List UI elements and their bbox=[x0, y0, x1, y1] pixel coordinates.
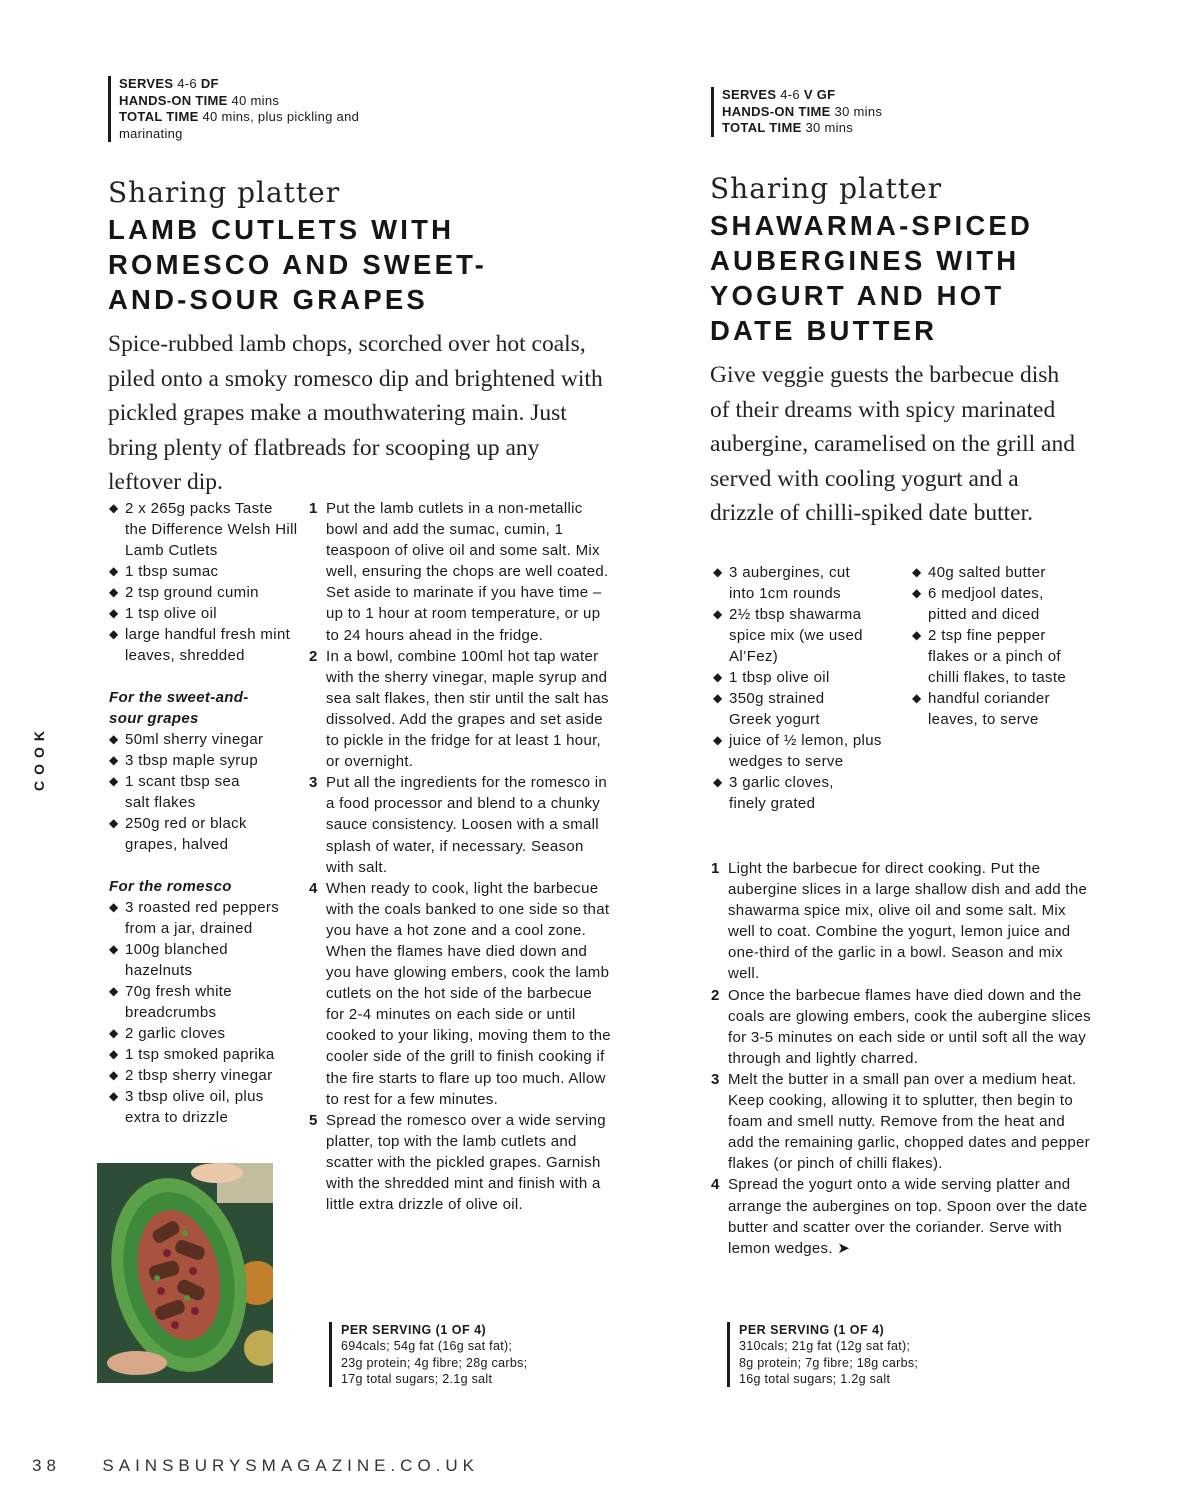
romesco-ingredients-list bbox=[109, 897, 299, 1128]
ingredient-item: ◆ 6 medjool dates, pitted and diced bbox=[912, 583, 1078, 625]
step-text: Put all the ingredients for the romesco in a food processor and blend to a chunky sauce consistency. Loosen with a small splash of water, if necessary. Season with salt. bbox=[326, 774, 608, 876]
title-line: DATE BUTTER bbox=[710, 315, 938, 346]
method-step bbox=[309, 498, 614, 646]
step-text: Once the barbecue flames have died down and the coals are glowing embers, cook the aubergine slices for 3-5 minutes on each side or until soft all the way through and lightly charred. bbox=[728, 986, 1091, 1067]
total-time-label: TOTAL TIME bbox=[722, 120, 802, 135]
ingredient-item: ◆ 100g blanched hazelnuts bbox=[109, 939, 255, 981]
ingredient-item: ◆ large handful fresh mint leaves, shredded bbox=[109, 624, 299, 666]
step-number: 3 bbox=[711, 1070, 720, 1088]
diet-tag: DF bbox=[200, 76, 219, 91]
total-time-label: TOTAL TIME bbox=[119, 109, 199, 124]
hands-on-label: HANDS-ON TIME bbox=[722, 103, 831, 119]
title-line: ROMESCO AND SWEET- bbox=[108, 249, 487, 280]
ingredient-item: ◆ 3 garlic cloves, finely grated bbox=[713, 772, 869, 814]
ingredient-item: ◆ 70g fresh white breadcrumbs bbox=[109, 981, 255, 1023]
method-step bbox=[309, 878, 614, 1110]
title-line: AUBERGINES WITH bbox=[710, 245, 1020, 276]
recipe1-per-serving bbox=[329, 1322, 581, 1387]
ingredient-item: ◆ 2 garlic cloves bbox=[109, 1023, 299, 1044]
recipe2-method bbox=[711, 858, 1091, 1259]
recipe1-kicker: Sharing platter bbox=[108, 176, 341, 209]
page-footer bbox=[32, 1456, 479, 1476]
platter-illustration bbox=[97, 1163, 273, 1383]
recipe2-ingredients-col2 bbox=[912, 562, 1072, 730]
ingredient-item: ◆ 1 tsp olive oil bbox=[109, 603, 299, 624]
recipe1-meta bbox=[108, 76, 379, 142]
ingredient-item: ◆ 1 scant tbsp sea salt flakes bbox=[109, 771, 265, 813]
serves-label: SERVES bbox=[119, 76, 174, 91]
hands-on-value: 40 mins bbox=[231, 92, 280, 108]
recipe1-title bbox=[108, 212, 628, 317]
diet-tag: V GF bbox=[803, 87, 836, 102]
ingredients-list bbox=[109, 498, 299, 666]
ingredient-item: ◆ 3 tbsp olive oil, plus extra to drizzle bbox=[109, 1086, 285, 1128]
romesco-heading: For the romesco bbox=[109, 878, 232, 895]
title-line: YOGURT AND HOT bbox=[710, 280, 1005, 311]
title-line: LAMB CUTLETS WITH bbox=[108, 214, 455, 245]
page-number: 38 bbox=[32, 1456, 61, 1475]
recipe1-intro: Spice-rubbed lamb chops, scorched over hot coals, piled onto a smoky romesco dip and brightened with pickled grapes make a mouthwatering main. Just bring plenty of flatbreads for scooping up any leftover dip. bbox=[108, 331, 603, 496]
step-number: 1 bbox=[711, 860, 720, 877]
hands-on-value: 30 mins bbox=[834, 103, 883, 119]
ingredient-item: ◆ 1 tbsp olive oil bbox=[713, 667, 893, 688]
recipe1-ingredients bbox=[109, 498, 299, 1128]
method-step bbox=[711, 1174, 1091, 1258]
method-step bbox=[711, 985, 1091, 1069]
nutrition-line: 8g protein; 7g fibre; 18g carbs; bbox=[739, 1355, 919, 1370]
section-label: COOK bbox=[31, 725, 47, 791]
step-number: 2 bbox=[711, 986, 720, 1004]
total-time-value: 40 mins, plus pickling and marinating bbox=[119, 109, 360, 141]
recipe2-per-serving bbox=[727, 1322, 979, 1387]
recipe2-meta bbox=[711, 87, 982, 137]
step-text: Spread the yogurt onto a wide serving platter and arrange the aubergines on top. Spoon over the date butter and scatter over the coriander. Serve with lemon wedges. bbox=[728, 1176, 1088, 1257]
ingredient-item: ◆ 2 tsp ground cumin bbox=[109, 582, 299, 603]
per-serving-heading: PER SERVING (1 OF 4) bbox=[739, 1323, 885, 1337]
ingredient-item: ◆ 2 tsp fine pepper flakes or a pinch of chilli flakes, to taste bbox=[912, 625, 1078, 688]
step-text: In a bowl, combine 100ml hot tap water with the sherry vinegar, maple syrup and sea salt flakes, then stir until the salt has dissolved. Add the grapes and set aside to pickle in the fridge for at least 1 hour, or overnight. bbox=[326, 647, 609, 771]
recipe2-title bbox=[710, 208, 1130, 348]
per-serving-heading: PER SERVING (1 OF 4) bbox=[341, 1323, 487, 1337]
ingredient-item: ◆ 350g strained Greek yogurt bbox=[713, 688, 859, 730]
title-line: SHAWARMA-SPICED bbox=[710, 210, 1034, 241]
ingredient-item: ◆ 50ml sherry vinegar bbox=[109, 729, 299, 750]
ingredient-item: ◆ 3 tbsp maple syrup bbox=[109, 750, 299, 771]
step-text: Light the barbecue for direct cooking. Put the aubergine slices in a large shallow dish and add the shawarma spice mix, olive oil and some salt. Mix well to coat. Combine the yogurt, lemon juice and one-third of the garlic in a bowl. Season and mix well. bbox=[728, 860, 1088, 983]
end-arrow-icon: ➤ bbox=[837, 1239, 851, 1257]
lamb-platter-photo bbox=[97, 1163, 273, 1383]
step-text: Melt the butter in a small pan over a medium heat. Keep cooking, allowing it to splutter, then begin to foam and smell nutty. Remove from the heat and add the remaining garlic, chopped dates and pepper flakes (or pinch of chilli flakes). bbox=[728, 1070, 1090, 1173]
recipe2-ingredients-col1 bbox=[713, 562, 893, 814]
ingredient-item: ◆ 1 tbsp sumac bbox=[109, 561, 299, 582]
step-number: 4 bbox=[309, 879, 318, 897]
method-step bbox=[711, 1069, 1091, 1174]
ingredient-item: ◆ 3 aubergines, cut into 1cm rounds bbox=[713, 562, 869, 604]
ingredient-item: ◆ 2 tbsp sherry vinegar bbox=[109, 1065, 299, 1086]
recipe2-kicker: Sharing platter bbox=[710, 172, 943, 205]
total-time-value: 30 mins bbox=[805, 120, 854, 135]
ingredient-item: ◆ 3 roasted red peppers from a jar, drained bbox=[109, 897, 299, 939]
step-text: When ready to cook, light the barbecue with the coals banked to one side so that you have a hot zone and a cool zone. When the flames have died down and you have glowing embers, cook the lamb cutlets on the hot side of the barbecue for 2-4 minutes on each side or until cooked to your liking, moving them to the cooler side of the grill to finish cooking if the fire starts to flare up too much. Allow to rest for a few minutes. bbox=[326, 879, 611, 1108]
grapes-ingredients-list bbox=[109, 729, 299, 855]
serves-label: SERVES bbox=[722, 87, 777, 102]
step-text: Put the lamb cutlets in a non-metallic bowl and add the sumac, cumin, 1 teaspoon of olive oil and some salt. Mix well, ensuring the chops are well coated. Set aside to marinate if you have time – up to 1 hour at room temperature, or up to 24 hours ahead in the fridge. bbox=[326, 500, 609, 644]
method-step bbox=[309, 772, 614, 877]
nutrition-line: 17g total sugars; 2.1g salt bbox=[341, 1371, 493, 1386]
ingredient-item: ◆ 40g salted butter bbox=[912, 562, 1072, 583]
serves-value: 4-6 bbox=[780, 87, 800, 102]
ingredient-item: ◆ 1 tsp smoked paprika bbox=[109, 1044, 299, 1065]
method-step bbox=[309, 646, 614, 773]
method-step bbox=[711, 858, 1091, 985]
step-number: 3 bbox=[309, 774, 318, 792]
step-number: 5 bbox=[309, 1111, 318, 1129]
nutrition-line: 694cals; 54g fat (16g sat fat); bbox=[341, 1339, 513, 1354]
nutrition-line: 16g total sugars; 1.2g salt bbox=[739, 1371, 891, 1386]
nutrition-line: 23g protein; 4g fibre; 28g carbs; bbox=[341, 1355, 528, 1370]
title-line: AND-SOUR GRAPES bbox=[108, 284, 428, 315]
grapes-heading: For the sweet-and-sour grapes bbox=[109, 689, 249, 727]
ingredient-item: ◆ handful coriander leaves, to serve bbox=[912, 688, 1088, 730]
method-step bbox=[309, 1110, 614, 1215]
step-number: 1 bbox=[309, 500, 318, 517]
step-number: 4 bbox=[711, 1176, 720, 1194]
serves-value: 4-6 bbox=[177, 76, 197, 91]
step-number: 2 bbox=[309, 647, 318, 665]
website-url: SAINSBURYSMAGAZINE.CO.UK bbox=[102, 1456, 480, 1475]
recipe1-method bbox=[309, 498, 614, 1215]
hands-on-label: HANDS-ON TIME bbox=[119, 92, 228, 108]
nutrition-line: 310cals; 21g fat (12g sat fat); bbox=[739, 1339, 911, 1354]
ingredient-item: ◆ juice of ½ lemon, plus wedges to serve bbox=[713, 730, 909, 772]
step-text: Spread the romesco over a wide serving platter, top with the lamb cutlets and scatter with the pickled grapes. Garnish with the shredded mint and finish with a little extra drizzle of olive oil. bbox=[326, 1111, 606, 1214]
ingredient-item: ◆ 2½ tbsp shawarma spice mix (we used Al’Fez) bbox=[713, 604, 889, 667]
ingredient-item: ◆ 250g red or black grapes, halved bbox=[109, 813, 285, 855]
recipe2-intro: Give veggie guests the barbecue dish of their dreams with spicy marinated aubergine, caramelised on the grill and served with cooling yogurt and a drizzle of chilli-spiked date butter. bbox=[710, 362, 1075, 527]
ingredient-item: ◆ 2 x 265g packs Taste the Difference Welsh Hill Lamb Cutlets bbox=[109, 498, 299, 561]
